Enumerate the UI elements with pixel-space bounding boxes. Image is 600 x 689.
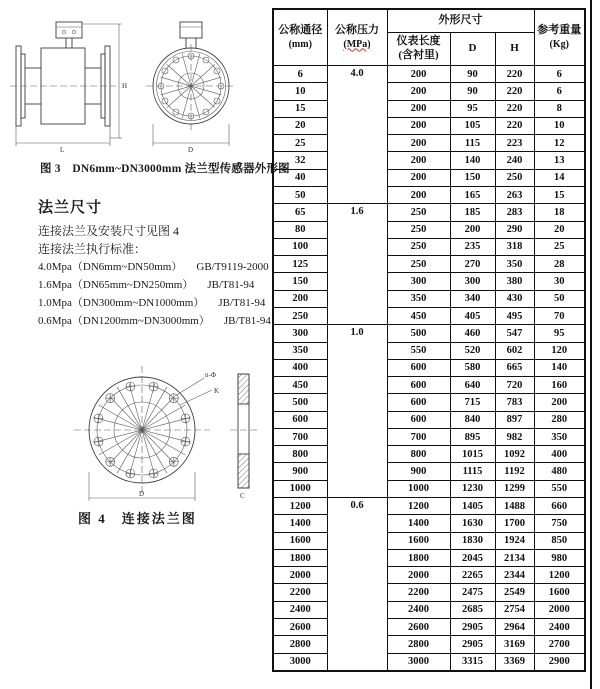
cell-meter-length: 1600 — [387, 532, 450, 549]
table-row — [273, 152, 585, 169]
cell-nominal-diameter: 2200 — [273, 584, 327, 601]
cell-H: 3369 — [495, 653, 534, 671]
cell-H: 3169 — [495, 636, 534, 653]
cell-weight: 750 — [534, 515, 585, 532]
table-row — [273, 135, 585, 152]
cell-meter-length: 250 — [387, 221, 450, 238]
cell-weight: 280 — [534, 411, 585, 428]
cell-nominal-diameter: 1800 — [273, 549, 327, 566]
cell-nominal-pressure: 0.6 — [327, 498, 387, 671]
figure3-sensor-drawing — [6, 8, 268, 156]
cell-weight: 15 — [534, 186, 585, 203]
cell-meter-length: 600 — [387, 394, 450, 411]
cell-nominal-diameter: 500 — [273, 394, 327, 411]
cell-H: 1700 — [495, 515, 534, 532]
page-right-border — [590, 0, 592, 689]
figure4-caption: 图 4 连接法兰图 — [78, 511, 197, 526]
cell-weight: 350 — [534, 428, 585, 445]
cell-H: 380 — [495, 273, 534, 290]
cell-meter-length: 350 — [387, 290, 450, 307]
table-row — [273, 498, 585, 515]
cell-H: 250 — [495, 169, 534, 186]
cell-H: 1924 — [495, 532, 534, 549]
cell-meter-length: 3000 — [387, 653, 450, 671]
cell-D: 1115 — [450, 463, 495, 480]
cell-weight: 12 — [534, 135, 585, 152]
cell-meter-length: 200 — [387, 83, 450, 100]
cell-H: 665 — [495, 359, 534, 376]
cell-weight: 13 — [534, 152, 585, 169]
cell-meter-length: 200 — [387, 135, 450, 152]
cell-H: 602 — [495, 342, 534, 359]
cell-nominal-diameter: 25 — [273, 135, 327, 152]
cell-nominal-diameter: 450 — [273, 377, 327, 394]
cell-nominal-pressure: 1.0 — [327, 325, 387, 498]
cell-weight: 8 — [534, 100, 585, 117]
cell-meter-length: 2200 — [387, 584, 450, 601]
table-row — [273, 463, 585, 480]
cell-weight: 480 — [534, 463, 585, 480]
cell-nominal-diameter: 2400 — [273, 601, 327, 618]
cell-nominal-diameter: 80 — [273, 221, 327, 238]
cell-weight: 400 — [534, 446, 585, 463]
cell-weight: 140 — [534, 359, 585, 376]
cell-D: 2045 — [450, 549, 495, 566]
flange-section-view — [230, 374, 257, 500]
cell-nominal-diameter: 900 — [273, 463, 327, 480]
cell-meter-length: 900 — [387, 463, 450, 480]
cell-nominal-diameter: 3000 — [273, 653, 327, 671]
cell-D: 140 — [450, 152, 495, 169]
table-row — [273, 117, 585, 134]
table-row — [273, 238, 585, 255]
cell-D: 90 — [450, 66, 495, 83]
cell-weight: 95 — [534, 325, 585, 342]
table-row — [273, 515, 585, 532]
cell-D: 840 — [450, 411, 495, 428]
cell-weight: 1200 — [534, 567, 585, 584]
table-row — [273, 549, 585, 566]
cell-D: 150 — [450, 169, 495, 186]
cell-D: 2265 — [450, 567, 495, 584]
cell-weight: 550 — [534, 480, 585, 497]
dim-label-H: H — [122, 82, 128, 90]
cell-meter-length: 600 — [387, 359, 450, 376]
header-meter-length: 仪表长度 (含衬里) — [387, 33, 450, 66]
cell-D: 95 — [450, 100, 495, 117]
cell-meter-length: 1000 — [387, 480, 450, 497]
table-row — [273, 480, 585, 497]
cell-D: 200 — [450, 221, 495, 238]
cell-D: 2475 — [450, 584, 495, 601]
cell-nominal-diameter: 125 — [273, 256, 327, 273]
header-nominal-diameter: 公称通径 (mm) — [273, 9, 327, 66]
cell-meter-length: 2800 — [387, 636, 450, 653]
header-outline-dimensions: 外形尺寸 — [387, 9, 534, 33]
cell-meter-length: 700 — [387, 428, 450, 445]
cell-H: 223 — [495, 135, 534, 152]
cell-meter-length: 250 — [387, 238, 450, 255]
cell-D: 1015 — [450, 446, 495, 463]
cell-H: 783 — [495, 394, 534, 411]
cell-nominal-diameter: 2000 — [273, 567, 327, 584]
dim-label-D-front: D — [188, 146, 194, 154]
cell-D: 1405 — [450, 498, 495, 515]
cell-H: 2344 — [495, 567, 534, 584]
cell-weight: 1600 — [534, 584, 585, 601]
table-row — [273, 204, 585, 221]
label-n-phi: n-Φ — [205, 371, 216, 379]
section-heading-flange-size: 法兰尺寸 — [38, 200, 103, 216]
cell-nominal-diameter: 800 — [273, 446, 327, 463]
connecting-flange-diagram — [52, 360, 267, 508]
cell-D: 340 — [450, 290, 495, 307]
table-row — [273, 342, 585, 359]
cell-H: 2549 — [495, 584, 534, 601]
flange-note-line1: 连接法兰及安装尺寸见图 4 — [38, 224, 180, 238]
table-row — [273, 428, 585, 445]
cell-H: 1192 — [495, 463, 534, 480]
cell-D: 2905 — [450, 619, 495, 636]
cell-D: 1230 — [450, 480, 495, 497]
cell-meter-length: 200 — [387, 100, 450, 117]
table-row — [273, 221, 585, 238]
cell-H: 1488 — [495, 498, 534, 515]
cell-H: 2754 — [495, 601, 534, 618]
table-row — [273, 325, 585, 342]
cell-H: 897 — [495, 411, 534, 428]
cell-D: 640 — [450, 377, 495, 394]
cell-meter-length: 800 — [387, 446, 450, 463]
cell-nominal-diameter: 250 — [273, 307, 327, 324]
cell-H: 220 — [495, 66, 534, 83]
cell-D: 715 — [450, 394, 495, 411]
cell-D: 1830 — [450, 532, 495, 549]
cell-D: 90 — [450, 83, 495, 100]
cell-nominal-diameter: 6 — [273, 66, 327, 83]
table-row — [273, 186, 585, 203]
table-row — [273, 66, 585, 83]
table-row — [273, 273, 585, 290]
cell-nominal-pressure: 1.6 — [327, 204, 387, 325]
cell-weight: 200 — [534, 394, 585, 411]
cell-meter-length: 200 — [387, 169, 450, 186]
table-row — [273, 636, 585, 653]
cell-weight: 850 — [534, 532, 585, 549]
header-D: D — [450, 33, 495, 66]
figure3-caption: 图 3 DN6mm~DN3000mm 法兰型传感器外形图 — [40, 163, 290, 175]
cell-nominal-diameter: 65 — [273, 204, 327, 221]
standard-line: 1.6Mpa（DN65mm~DN250mm） JB/T81-94 — [38, 279, 255, 291]
cell-nominal-diameter: 20 — [273, 117, 327, 134]
cell-weight: 2000 — [534, 601, 585, 618]
cell-weight: 2400 — [534, 619, 585, 636]
cell-D: 520 — [450, 342, 495, 359]
cell-nominal-diameter: 40 — [273, 169, 327, 186]
cell-nominal-diameter: 100 — [273, 238, 327, 255]
cell-meter-length: 1800 — [387, 549, 450, 566]
cell-weight: 980 — [534, 549, 585, 566]
spec-table-body — [273, 66, 585, 672]
header-H: H — [495, 33, 534, 66]
cell-D: 165 — [450, 186, 495, 203]
cell-nominal-diameter: 2600 — [273, 619, 327, 636]
cell-meter-length: 200 — [387, 152, 450, 169]
cell-D: 105 — [450, 117, 495, 134]
cell-nominal-diameter: 50 — [273, 186, 327, 203]
standard-line: 4.0Mpa（DN6mm~DN50mm） GB/T9119-2000 — [38, 261, 269, 273]
cell-weight: 2700 — [534, 636, 585, 653]
table-row — [273, 584, 585, 601]
dim-label-C: C — [240, 492, 245, 500]
cell-meter-length: 300 — [387, 273, 450, 290]
cell-nominal-diameter: 15 — [273, 100, 327, 117]
cell-H: 982 — [495, 428, 534, 445]
table-row — [273, 169, 585, 186]
table-row — [273, 411, 585, 428]
table-row — [273, 256, 585, 273]
standard-line: 0.6Mpa（DN1200mm~DN3000mm） JB/T81-94 — [38, 315, 271, 327]
cell-nominal-diameter: 1200 — [273, 498, 327, 515]
cell-weight: 2900 — [534, 653, 585, 671]
cell-H: 2964 — [495, 619, 534, 636]
cell-meter-length: 500 — [387, 325, 450, 342]
cell-D: 895 — [450, 428, 495, 445]
cell-meter-length: 2600 — [387, 619, 450, 636]
figure4-flange-drawing — [52, 360, 267, 508]
cell-nominal-diameter: 150 — [273, 273, 327, 290]
sensor-outline-diagram — [6, 8, 268, 156]
cell-nominal-diameter: 1000 — [273, 480, 327, 497]
cell-nominal-diameter: 200 — [273, 290, 327, 307]
cell-H: 220 — [495, 117, 534, 134]
cell-meter-length: 200 — [387, 186, 450, 203]
cell-weight: 6 — [534, 66, 585, 83]
cell-D: 1630 — [450, 515, 495, 532]
cell-nominal-diameter: 600 — [273, 411, 327, 428]
cell-nominal-pressure: 4.0 — [327, 66, 387, 204]
cell-weight: 6 — [534, 83, 585, 100]
cell-weight: 28 — [534, 256, 585, 273]
header-nominal-pressure: 公称压力 (MPa) — [327, 9, 387, 66]
cell-weight: 70 — [534, 307, 585, 324]
cell-H: 220 — [495, 83, 534, 100]
table-row — [273, 359, 585, 376]
cell-nominal-diameter: 700 — [273, 428, 327, 445]
table-row — [273, 290, 585, 307]
cell-nominal-diameter: 1400 — [273, 515, 327, 532]
cell-meter-length: 550 — [387, 342, 450, 359]
cell-H: 1092 — [495, 446, 534, 463]
cell-nominal-diameter: 350 — [273, 342, 327, 359]
cell-weight: 160 — [534, 377, 585, 394]
cell-H: 1299 — [495, 480, 534, 497]
cell-weight: 10 — [534, 117, 585, 134]
table-row — [273, 307, 585, 324]
cell-D: 115 — [450, 135, 495, 152]
cell-H: 720 — [495, 377, 534, 394]
table-row — [273, 446, 585, 463]
table-row — [273, 83, 585, 100]
cell-H: 263 — [495, 186, 534, 203]
cell-H: 283 — [495, 204, 534, 221]
cell-weight: 120 — [534, 342, 585, 359]
table-row — [273, 601, 585, 618]
cell-weight: 25 — [534, 238, 585, 255]
cell-D: 270 — [450, 256, 495, 273]
flange-standards-list — [38, 258, 271, 330]
cell-weight: 20 — [534, 221, 585, 238]
table-row — [273, 619, 585, 636]
cell-meter-length: 2400 — [387, 601, 450, 618]
dim-label-D-flange: D — [139, 490, 145, 498]
cell-weight: 660 — [534, 498, 585, 515]
flange-spec-table — [272, 8, 586, 672]
cell-nominal-diameter: 300 — [273, 325, 327, 342]
cell-meter-length: 450 — [387, 307, 450, 324]
cell-nominal-diameter: 2800 — [273, 636, 327, 653]
table-row — [273, 394, 585, 411]
cell-D: 235 — [450, 238, 495, 255]
cell-weight: 14 — [534, 169, 585, 186]
cell-meter-length: 600 — [387, 411, 450, 428]
cell-weight: 50 — [534, 290, 585, 307]
cell-D: 185 — [450, 204, 495, 221]
table-row — [273, 100, 585, 117]
cell-nominal-diameter: 400 — [273, 359, 327, 376]
cell-nominal-diameter: 32 — [273, 152, 327, 169]
dim-label-L: L — [60, 146, 65, 154]
cell-D: 405 — [450, 307, 495, 324]
cell-H: 430 — [495, 290, 534, 307]
cell-H: 350 — [495, 256, 534, 273]
cell-meter-length: 2000 — [387, 567, 450, 584]
cell-D: 580 — [450, 359, 495, 376]
cell-D: 460 — [450, 325, 495, 342]
standard-line: 1.0Mpa（DN300mm~DN1000mm） JB/T81-94 — [38, 297, 266, 309]
cell-H: 240 — [495, 152, 534, 169]
cell-D: 2685 — [450, 601, 495, 618]
flange-note-line2: 连接法兰执行标准： — [38, 242, 147, 256]
cell-nominal-diameter: 10 — [273, 83, 327, 100]
table-row — [273, 532, 585, 549]
cell-H: 290 — [495, 221, 534, 238]
cell-H: 318 — [495, 238, 534, 255]
cell-meter-length: 200 — [387, 117, 450, 134]
cell-H: 220 — [495, 100, 534, 117]
cell-meter-length: 250 — [387, 256, 450, 273]
table-row — [273, 653, 585, 671]
cell-meter-length: 250 — [387, 204, 450, 221]
header-reference-weight: 参考重量 (Kg) — [534, 9, 585, 66]
table-row — [273, 567, 585, 584]
cell-H: 495 — [495, 307, 534, 324]
cell-D: 2905 — [450, 636, 495, 653]
cell-meter-length: 1200 — [387, 498, 450, 515]
cell-weight: 18 — [534, 204, 585, 221]
cell-D: 300 — [450, 273, 495, 290]
cell-meter-length: 200 — [387, 66, 450, 83]
cell-H: 547 — [495, 325, 534, 342]
table-row — [273, 377, 585, 394]
label-K: K — [214, 387, 220, 395]
cell-D: 3315 — [450, 653, 495, 671]
cell-meter-length: 600 — [387, 377, 450, 394]
cell-meter-length: 1400 — [387, 515, 450, 532]
cell-weight: 30 — [534, 273, 585, 290]
cell-nominal-diameter: 1600 — [273, 532, 327, 549]
cell-H: 2134 — [495, 549, 534, 566]
